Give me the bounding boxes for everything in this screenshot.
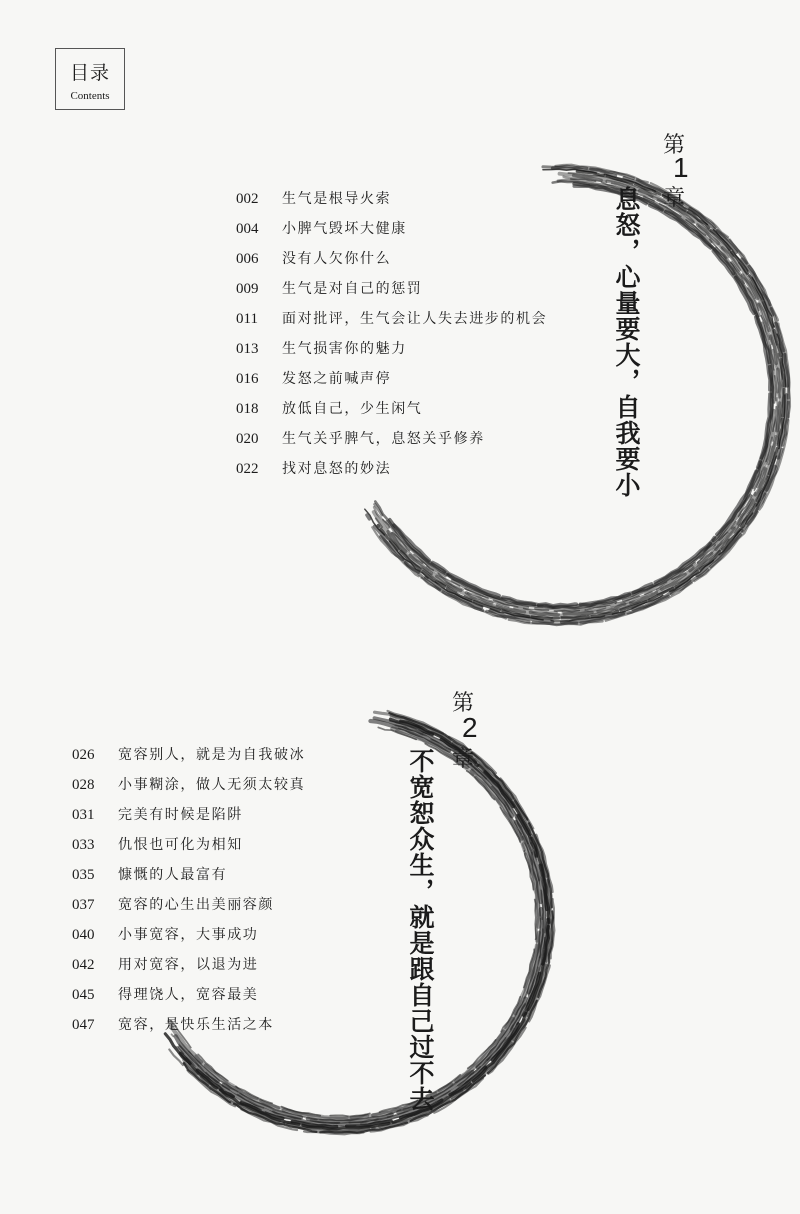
entry-page: 006: [236, 251, 259, 267]
toc-entry[interactable]: [236, 394, 547, 424]
contents-title: 目录: [69, 62, 110, 84]
entry-page: 037: [72, 897, 95, 913]
entry-title: 宽容，是快乐生活之本: [118, 1017, 274, 1033]
entry-page: 028: [72, 777, 95, 793]
chapter-2-prefix: 第: [452, 690, 475, 715]
toc-entry[interactable]: [236, 364, 547, 394]
entry-page: 016: [236, 371, 259, 387]
entry-page: 031: [72, 807, 95, 823]
contents-badge: [55, 48, 125, 110]
chapter-2-title: 不宽恕众生，就是跟自己过不去: [406, 748, 435, 1112]
chapter-1-number: 1: [673, 152, 689, 183]
entry-title: 没有人欠你什么: [282, 251, 392, 267]
entry-page: 009: [236, 281, 259, 297]
entry-title: 仇恨也可化为相知: [118, 837, 243, 853]
toc-entry[interactable]: [72, 890, 305, 920]
chapter-1-title: 息怒，心量要大，自我要小: [612, 186, 641, 498]
toc-entry[interactable]: [72, 860, 305, 890]
entry-page: 035: [72, 867, 95, 883]
entry-page: 047: [72, 1017, 95, 1033]
entry-title: 小脾气毁坏大健康: [282, 221, 407, 237]
entry-page: 045: [72, 987, 95, 1003]
entry-page: 013: [236, 341, 259, 357]
entry-page: 018: [236, 401, 259, 417]
toc-entry[interactable]: [72, 980, 305, 1010]
entry-title: 得理饶人，宽容最美: [118, 987, 259, 1003]
toc-entry[interactable]: [236, 334, 547, 364]
toc-entry[interactable]: [236, 184, 547, 214]
entry-title: 慷慨的人最富有: [118, 867, 228, 883]
toc-entry[interactable]: [236, 214, 547, 244]
entry-title: 生气损害你的魅力: [282, 341, 407, 357]
chapter-1-prefix: 第: [663, 132, 686, 157]
toc-entry[interactable]: [72, 770, 305, 800]
entry-page: 026: [72, 747, 95, 763]
entry-title: 生气是对自己的惩罚: [282, 281, 423, 297]
chapter-1-suffix: 章: [663, 185, 686, 210]
chapter-2-entries: [72, 740, 305, 1040]
entry-title: 生气关乎脾气，息怒关乎修养: [282, 431, 485, 447]
entry-page: 002: [236, 191, 259, 207]
toc-entry[interactable]: [72, 800, 305, 830]
toc-entry[interactable]: [72, 950, 305, 980]
entry-page: 042: [72, 957, 95, 973]
entry-title: 发怒之前喊声停: [282, 371, 392, 387]
entry-page: 022: [236, 461, 259, 477]
entry-title: 完美有时候是陷阱: [118, 807, 243, 823]
toc-entry[interactable]: [72, 830, 305, 860]
toc-entry[interactable]: [72, 740, 305, 770]
entry-title: 宽容的心生出美丽容颜: [118, 897, 274, 913]
entry-page: 011: [236, 311, 258, 327]
entry-title: 宽容别人，就是为自我破冰: [118, 747, 306, 763]
entry-title: 用对宽容，以退为进: [118, 957, 259, 973]
entry-page: 004: [236, 221, 259, 237]
toc-entry[interactable]: [236, 304, 547, 334]
entry-page: 020: [236, 431, 259, 447]
entry-page: 033: [72, 837, 95, 853]
toc-entry[interactable]: [72, 920, 305, 950]
chapter-2-number: 2: [462, 712, 478, 743]
toc-entry[interactable]: [236, 244, 547, 274]
entry-title: 面对批评，生气会让人失去进步的机会: [282, 311, 548, 327]
toc-entry[interactable]: [236, 274, 547, 304]
chapter-1-entries: [236, 184, 547, 484]
entry-title: 放低自己，少生闲气: [282, 401, 423, 417]
contents-subtitle: Contents: [70, 90, 110, 102]
entry-title: 生气是根导火索: [282, 191, 392, 207]
chapter-2-suffix: 章: [452, 746, 475, 771]
toc-entry[interactable]: [72, 1010, 305, 1040]
entry-title: 找对息怒的妙法: [282, 461, 392, 477]
entry-title: 小事宽容，大事成功: [118, 927, 259, 943]
entry-title: 小事糊涂，做人无须太较真: [118, 777, 306, 793]
toc-entry[interactable]: [236, 424, 547, 454]
entry-page: 040: [72, 927, 95, 943]
toc-entry[interactable]: [236, 454, 547, 484]
